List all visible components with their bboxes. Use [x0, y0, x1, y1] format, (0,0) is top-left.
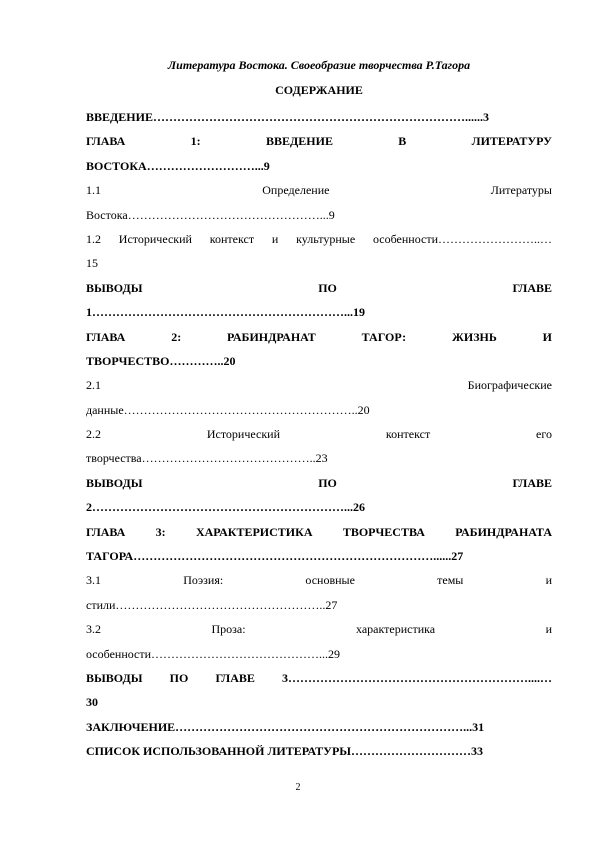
toc-line: [86, 203, 552, 227]
toc-line: [86, 690, 552, 714]
toc-line: [86, 276, 552, 300]
toc-heading: СОДЕРЖАНИЕ: [275, 83, 363, 97]
toc-line: [86, 349, 552, 373]
toc-line: [86, 178, 552, 202]
toc-line-text: 2.1 Биографические: [86, 378, 552, 393]
table-of-contents: [86, 105, 552, 764]
toc-line-text: особенности……………………………………...29: [86, 646, 341, 661]
toc-line-text: ВОСТОКА………………………...9: [86, 158, 270, 173]
toc-line-text: 3.2 Проза: характеристика и: [86, 622, 552, 637]
page-number: 2: [295, 782, 301, 793]
toc-line-text: 3.1 Поэзия: основные темы и: [86, 573, 552, 588]
toc-line-text: ВВЕДЕНИЕ……………………………………………………………………......3: [86, 110, 489, 124]
toc-line: [86, 617, 552, 641]
toc-line: [86, 520, 552, 544]
toc-line: [86, 154, 552, 178]
toc-line: [86, 446, 552, 470]
toc-line: [86, 471, 552, 495]
toc-line: [86, 325, 552, 349]
toc-line-text: ГЛАВА 1: ВВЕДЕНИЕ В ЛИТЕРАТУРУ: [86, 134, 552, 149]
toc-line-text: 1.1 Определение Литературы: [86, 183, 552, 198]
toc-line-text: 1………………………………………………………...19: [86, 305, 365, 320]
toc-line-text: ВЫВОДЫ ПО ГЛАВЕ 3……………………………………………………....…: [86, 670, 552, 685]
toc-line-text: ГЛАВА 2: РАБИНДРАНАТ ТАГОР: ЖИЗНЬ И: [86, 329, 552, 344]
toc-line: [86, 300, 552, 324]
toc-line-text: 15: [86, 256, 98, 271]
toc-line: [86, 129, 552, 153]
toc-line: [86, 544, 552, 568]
toc-line: [86, 251, 552, 275]
toc-line-text: 2.2 Исторический контекст его: [86, 427, 552, 442]
toc-line: [86, 227, 552, 251]
toc-line-text: 1.2 Исторический контекст и культурные особенности……………………..…: [86, 231, 552, 246]
toc-line-text: 30: [86, 695, 98, 710]
toc-line-text: 2………………………………………………………...26: [86, 500, 365, 515]
toc-line: [86, 666, 552, 690]
toc-line-text: творчества……………………………………..23: [86, 451, 328, 466]
toc-line-text: ЗАКЛЮЧЕНИЕ………………………………………………………………...31: [86, 719, 485, 734]
toc-line: [86, 739, 552, 763]
toc-line: [86, 495, 552, 519]
toc-line-text: ТВОРЧЕСТВО…………..20: [86, 353, 236, 368]
toc-line: [86, 642, 552, 666]
toc-line: [86, 105, 552, 129]
toc-line-text: ВЫВОДЫ ПО ГЛАВЕ: [86, 475, 552, 490]
toc-line-text: ВЫВОДЫ ПО ГЛАВЕ: [86, 280, 552, 295]
toc-line: [86, 373, 552, 397]
toc-line: [86, 568, 552, 592]
toc-line-text: Востока…………………………………………...9: [86, 207, 335, 222]
toc-line: [86, 593, 552, 617]
toc-line-text: ГЛАВА 3: ХАРАКТЕРИСТИКА ТВОРЧЕСТВА РАБИНДРАНАТА: [86, 524, 552, 539]
toc-line-text: ТАГОРА…………………………………………………………………......27: [86, 549, 464, 564]
toc-line: [86, 715, 552, 739]
toc-line-text: данные…………………………………………………..20: [86, 402, 370, 417]
document-title: Литература Востока. Своеобразие творчества Р.Тагора: [167, 58, 471, 72]
toc-line-text: стили……………………………………………..27: [86, 597, 338, 612]
toc-line: [86, 398, 552, 422]
toc-line-text: СПИСОК ИСПОЛЬЗОВАННОЙ ЛИТЕРАТУРЫ…………………………33: [86, 744, 484, 759]
toc-line: [86, 422, 552, 446]
